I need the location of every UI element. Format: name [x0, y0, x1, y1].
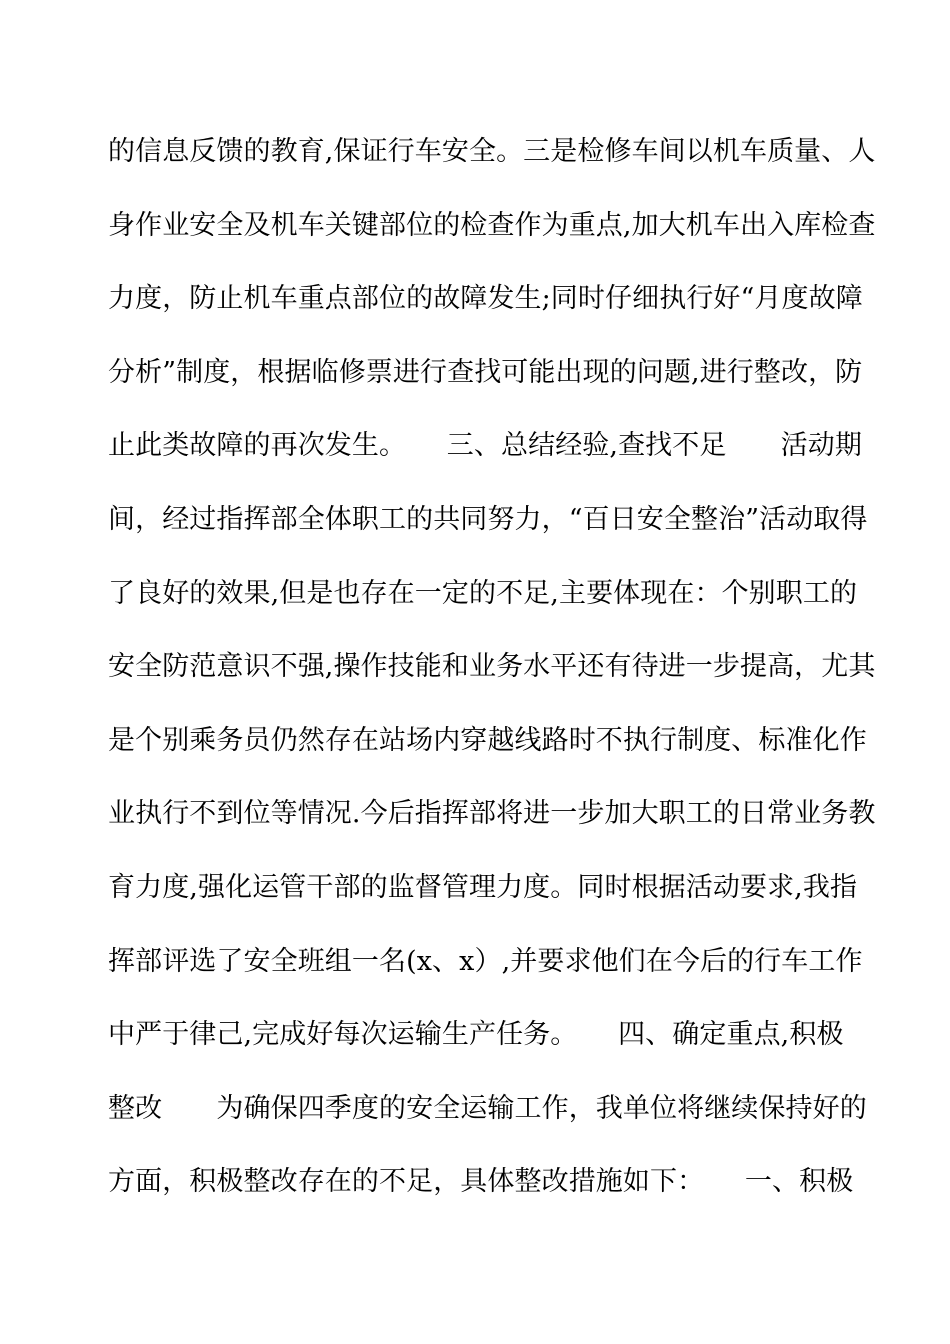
text-line: 方面，积极整改存在的不足，具体整改措施如下： 一、积极 — [108, 1166, 854, 1198]
text-line: 身作业安全及机车关键部位的检查作为重点,加大机车出入库检查 — [108, 209, 876, 241]
text-line: 整改 为确保四季度的安全运输工作，我单位将继续保持好的 — [108, 1092, 867, 1124]
text-line: 中严于律己,完成好每次运输生产任务。 四、确定重点,积极 — [108, 1019, 844, 1051]
text-line: 是个别乘务员仍然存在站场内穿越线路时不执行制度、标准化作 — [108, 724, 867, 756]
text-line: 业执行不到位等情况.今后指挥部将进一步加大职工的日常业务教 — [108, 798, 876, 830]
text-line: 止此类故障的再次发生。 三、总结经验,查找不足 活动期 — [108, 430, 862, 462]
body-text — [108, 127, 876, 1231]
text-line: 挥部评选了安全班组一名(x、x）,并要求他们在今后的行车工作 — [108, 945, 863, 977]
text-line: 了良好的效果,但是也存在一定的不足,主要体现在：个别职工的 — [108, 577, 858, 609]
text-line: 间，经过指挥部全体职工的共同努力，“百日安全整治”活动取得 — [108, 503, 868, 535]
text-line: 力度，防止机车重点部位的故障发生;同时仔细执行好“月度故障 — [108, 283, 863, 315]
text-line: 的信息反馈的教育,保证行车安全。三是检修车间以机车质量、人 — [108, 136, 876, 167]
text-line: 分析”制度，根据临修票进行查找可能出现的问题,进行整改，防 — [108, 356, 863, 388]
text-line: 安全防范意识不强,操作技能和业务水平还有待进一步提高，尤其 — [108, 651, 876, 683]
text-line: 育力度,强化运管干部的监督管理力度。同时根据活动要求,我指 — [108, 871, 858, 903]
